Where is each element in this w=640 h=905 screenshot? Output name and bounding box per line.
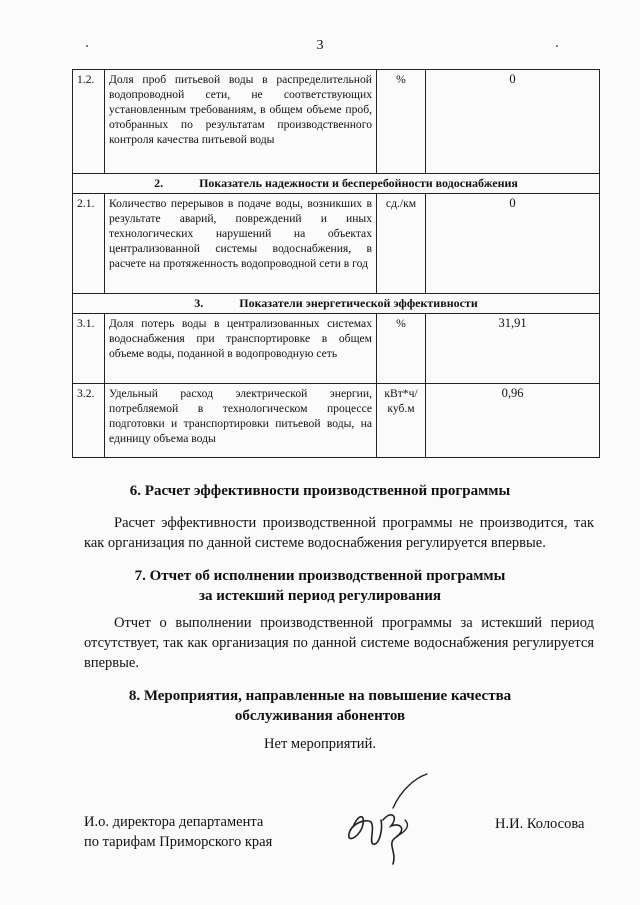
handwritten-signature [335,772,445,872]
unit-cell: % [377,70,426,174]
section-8-heading-line2: обслуживания абонентов [234,708,406,724]
section-8-text: Нет мероприятий. [264,736,376,752]
section-7-heading-line1: 7. Отчет об исполнении производственной программы [134,568,506,584]
section-7-heading-line2: за истекший период регулирования [198,588,442,604]
page-number: 3 [316,38,324,53]
unit-cell: % [377,314,426,384]
section-title: Показатели энергетической эффективности [239,296,478,310]
signatory-title-line2: по тарифам Приморского края [84,834,273,850]
section-row [73,294,600,314]
row-number: 3.1. [73,314,105,384]
section-row [73,174,600,194]
indicator-text: Доля потерь воды в централизованных системах водоснабжения при транспортировке в общем объеме воды, поданной в водопроводную сеть [105,314,377,384]
unit-cell: кВт*ч/куб.м [377,384,426,458]
indicators-table [72,69,600,458]
value-cell: 0 [426,194,600,294]
scan-dot [556,45,558,47]
scan-dot [86,45,88,47]
section-6-text: Расчет эффективности производственной программы не производится, так как организация по данной системе водоснабжения регулируется впервые. [84,515,594,551]
section-6-heading: 6. Расчет эффективности производственной программы [129,483,511,499]
table-row [73,70,600,174]
table-row [73,194,600,294]
value-cell: 31,91 [426,314,600,384]
indicator-text: Количество перерывов в подаче воды, возникших в результате аварий, повреждений и иных технологических нарушений на объектах централизованной системы водоснабжения, в расчете на протяженность водопроводной сети в год [105,194,377,294]
signatory-title [84,812,272,852]
row-number: 3.2. [73,384,105,458]
section-title: Показатель надежности и бесперебойности водоснабжения [199,176,518,190]
row-number: 1.2. [73,70,105,174]
signatory-title-line1: И.о. директора департамента [84,814,264,830]
value-cell: 0,96 [426,384,600,458]
section-8-heading-line1: 8. Мероприятия, направленные на повышение качества [128,688,512,704]
indicator-text: Доля проб питьевой воды в распределительной водопроводной сети, не соответствующих установленным требованиям, в общем объеме проб, отобранных по результатам производственного контроля качества питьевой воды [105,70,377,174]
row-number: 2.1. [73,194,105,294]
unit-cell: сд./км [377,194,426,294]
indicator-text: Удельный расход электрической энергии, потребляемой в технологическом процессе подготовки и транспортировки питьевой воды, на единицу объема воды [105,384,377,458]
section-number: 3. [194,296,204,310]
section-7-text: Отчет о выполнении производственной программы за истекший период отсутствует, так как организация по данной системе водоснабжения регулируется впервые. [84,615,594,671]
section-number: 2. [154,176,164,190]
signatory-name: Н.И. Колосова [495,816,585,832]
value-cell: 0 [426,70,600,174]
table-row [73,384,600,458]
table-row [73,314,600,384]
